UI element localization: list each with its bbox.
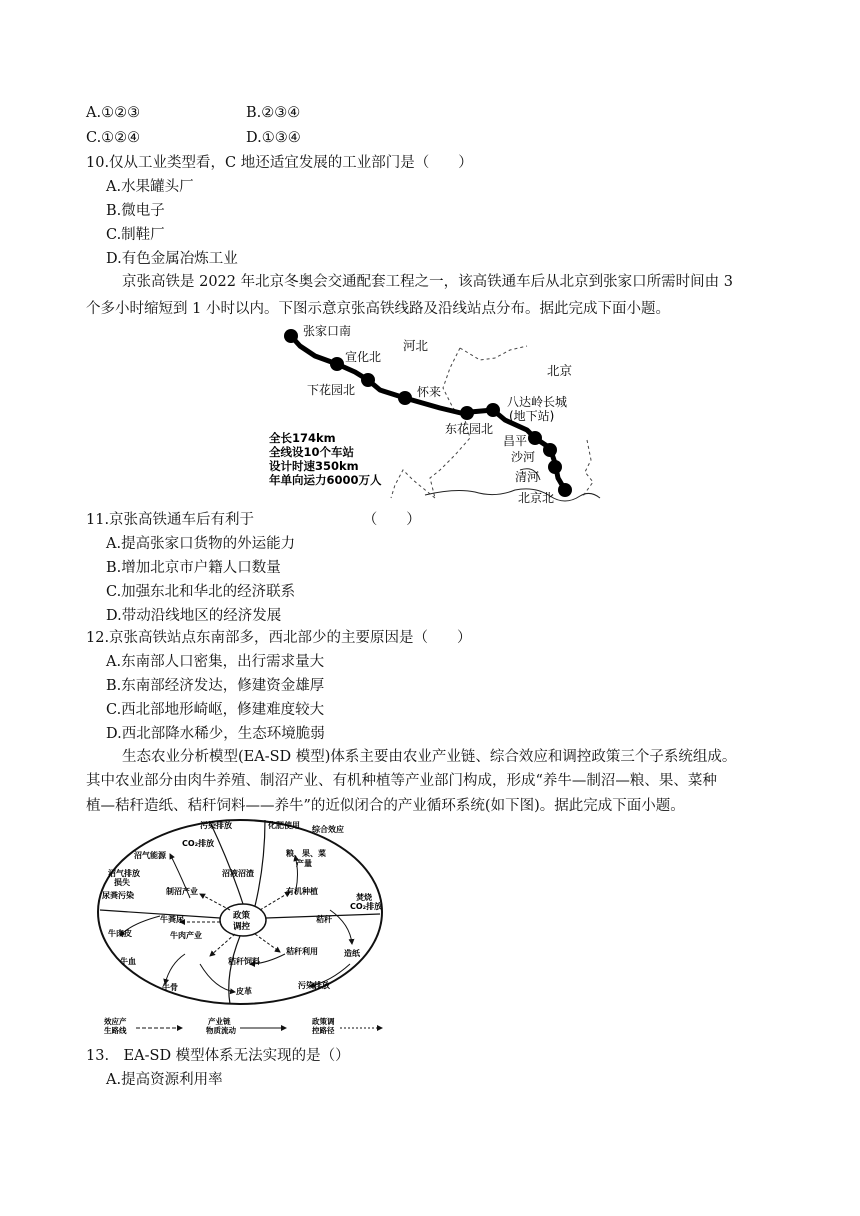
q12-stem: 12.京张高铁站点东南部多，西北部少的主要原因是（ ） (86, 630, 472, 646)
legend-effect-2: 生路线 (104, 1026, 127, 1035)
diag-manure-pollution: 尿粪污染 (102, 891, 134, 900)
diag-straw-feed: 秸秆饲料 (228, 957, 260, 966)
info-speed: 设计时速350km (269, 459, 359, 473)
info-capacity: 年单向运力6000万人 (269, 473, 382, 487)
label-underground: (地下站) (509, 409, 555, 423)
diag-cattle-blood: 牛血 (120, 957, 136, 966)
diag-organic-planting: 有机种植 (286, 887, 318, 896)
q9-option-a: A.①②③ (86, 105, 141, 121)
q13-stem: 13. EA-SD 模型体系无法实现的是（） (86, 1048, 350, 1064)
diag-biogas-residue: 沼液沼渣 (222, 869, 254, 878)
boundary-line-north (460, 346, 527, 360)
legend-chain-1: 产业链 (208, 1017, 231, 1026)
diag-loss: 损失 (114, 878, 130, 887)
river-line-2 (550, 493, 600, 501)
station-xiahuayuan-north (361, 373, 375, 387)
info-stations: 全线设10个车站 (269, 445, 355, 459)
q10-stem: 10.仅从工业类型看，C 地还适宜发展的工业部门是（ ） (86, 155, 473, 171)
diag-yield: 产量 (296, 859, 312, 868)
q11-option-a: A.提高张家口货物的外运能力 (106, 536, 296, 552)
passage1-line1: 京张高铁是 2022 年北京冬奥会交通配套工程之一，该高铁通车后从北京到张家口所需时间由 3 (122, 274, 733, 290)
diag-biogas-energy: 沼气能源 (134, 851, 166, 860)
label-xuanhua-north: 宣化北 (345, 350, 382, 364)
q12-option-b: B.东南部经济发达，修建资金雄厚 (106, 678, 325, 694)
passage2-line3: 植—秸秆造纸、秸秆饲料——养牛”的近似闭合的产业循环系统(如下图)。据此完成下面小题。 (86, 798, 685, 814)
label-qinghe: 清河 (515, 470, 540, 484)
label-shahe: 沙河 (511, 450, 536, 464)
diag-biogas-emission: 沼气排放 (108, 869, 140, 878)
station-beijing-north (558, 483, 572, 497)
diag-beef-hide: 牛肉皮 (108, 929, 132, 938)
diag-burning: 焚烧 (356, 893, 372, 902)
region-beijing: 北京 (547, 363, 573, 378)
diag-cattle-manure: 牛粪尿 (160, 915, 184, 924)
label-beijing-north: 北京北 (518, 491, 555, 505)
station-badaling (486, 403, 500, 417)
q10-option-c: C.制鞋厂 (106, 227, 165, 243)
jingzhang-railway-map (265, 320, 610, 510)
passage1-line2: 个多小时缩短到 1 小时以内。下图示意京张高铁线路及沿线站点分布。据此完成下面小题。 (86, 301, 670, 317)
diag-co2-2: CO₂排放 (350, 902, 383, 911)
q13-option-a: A.提高资源利用率 (106, 1072, 223, 1088)
label-donghuayuan-north: 东花园北 (445, 422, 494, 436)
region-hebei: 河北 (403, 338, 429, 353)
q10-option-b: B.微电子 (106, 203, 165, 219)
q9-option-c: C.①②④ (86, 130, 141, 146)
diag-leather: 皮革 (236, 987, 252, 996)
diag-grain-fruit-veg: 粮、果、菜 (286, 849, 326, 858)
passage2-line2: 其中农业部分由肉牛养殖、制沼产业、有机种植等产业部门构成，形成“养牛—制沼—粮、果、菜种 (86, 773, 717, 789)
passage2-line1: 生态农业分析模型(EA-SD 模型)体系主要由农业产业链、综合效应和调控政策三个子系统组成。 (122, 749, 737, 765)
q11-option-b: B.增加北京市户籍人口数量 (106, 560, 281, 576)
diag-papermaking: 造纸 (344, 949, 360, 958)
diag-pollution-2: 污染排放 (298, 981, 330, 990)
diag-biogas-industry: 制沼产业 (166, 887, 198, 896)
q12-option-c: C.西北部地形崎岖，修建难度较大 (106, 702, 325, 718)
diag-straw: 秸秆 (316, 915, 332, 924)
station-xuanhua-north (330, 357, 344, 371)
info-length: 全长174km (269, 431, 336, 445)
diag-co2-1: CO₂排放 (182, 839, 215, 848)
q12-option-a: A.东南部人口密集，出行需求量大 (106, 654, 325, 670)
q9-option-d: D.①③④ (246, 130, 301, 146)
label-zhangjiakou-south: 张家口南 (303, 324, 352, 338)
q10-option-d: D.有色金属冶炼工业 (106, 251, 238, 267)
diag-beef-industry: 牛肉产业 (170, 931, 202, 940)
center-line1: 政策 (233, 911, 251, 921)
diag-fertilizer: 化肥使用 (268, 821, 300, 830)
station-qinghe (548, 460, 562, 474)
ea-sd-model-diagram (90, 814, 390, 1044)
diag-pollution: 污染排放 (200, 821, 232, 830)
q11-option-d: D.带动沿线地区的经济发展 (106, 608, 282, 624)
legend-chain-2: 物质流动 (206, 1026, 236, 1035)
boundary-line-east (583, 440, 593, 496)
diag-cattle-bone: 牛骨 (162, 983, 178, 992)
label-badaling: 八达岭长城 (507, 395, 568, 409)
q12-option-d: D.西北部降水稀少，生态环境脆弱 (106, 726, 325, 742)
station-zhangjiakou-south (284, 329, 298, 343)
legend-policy-1: 政策调 (312, 1017, 335, 1026)
q9-option-b: B.②③④ (246, 105, 301, 121)
station-donghuayuan-north (460, 406, 474, 420)
legend-effect-1: 效应产 (104, 1017, 127, 1026)
q11-option-c: C.加强东北和华北的经济联系 (106, 584, 296, 600)
label-changping: 昌平 (503, 434, 528, 448)
station-changping (528, 431, 542, 445)
label-xiahuayuan-north: 下花园北 (307, 383, 356, 397)
q10-option-a: A.水果罐头厂 (106, 179, 194, 195)
station-shahe (543, 443, 557, 457)
center-line2: 调控 (233, 922, 251, 932)
diag-combined-effect: 综合效应 (312, 825, 344, 834)
legend-policy-2: 控路径 (312, 1026, 335, 1035)
q11-stem: 11.京张高铁通车后有利于 （ ） (86, 512, 421, 528)
diag-straw-use: 秸秆利用 (286, 947, 318, 956)
station-huailai (398, 391, 412, 405)
label-huailai: 怀来 (417, 385, 442, 399)
